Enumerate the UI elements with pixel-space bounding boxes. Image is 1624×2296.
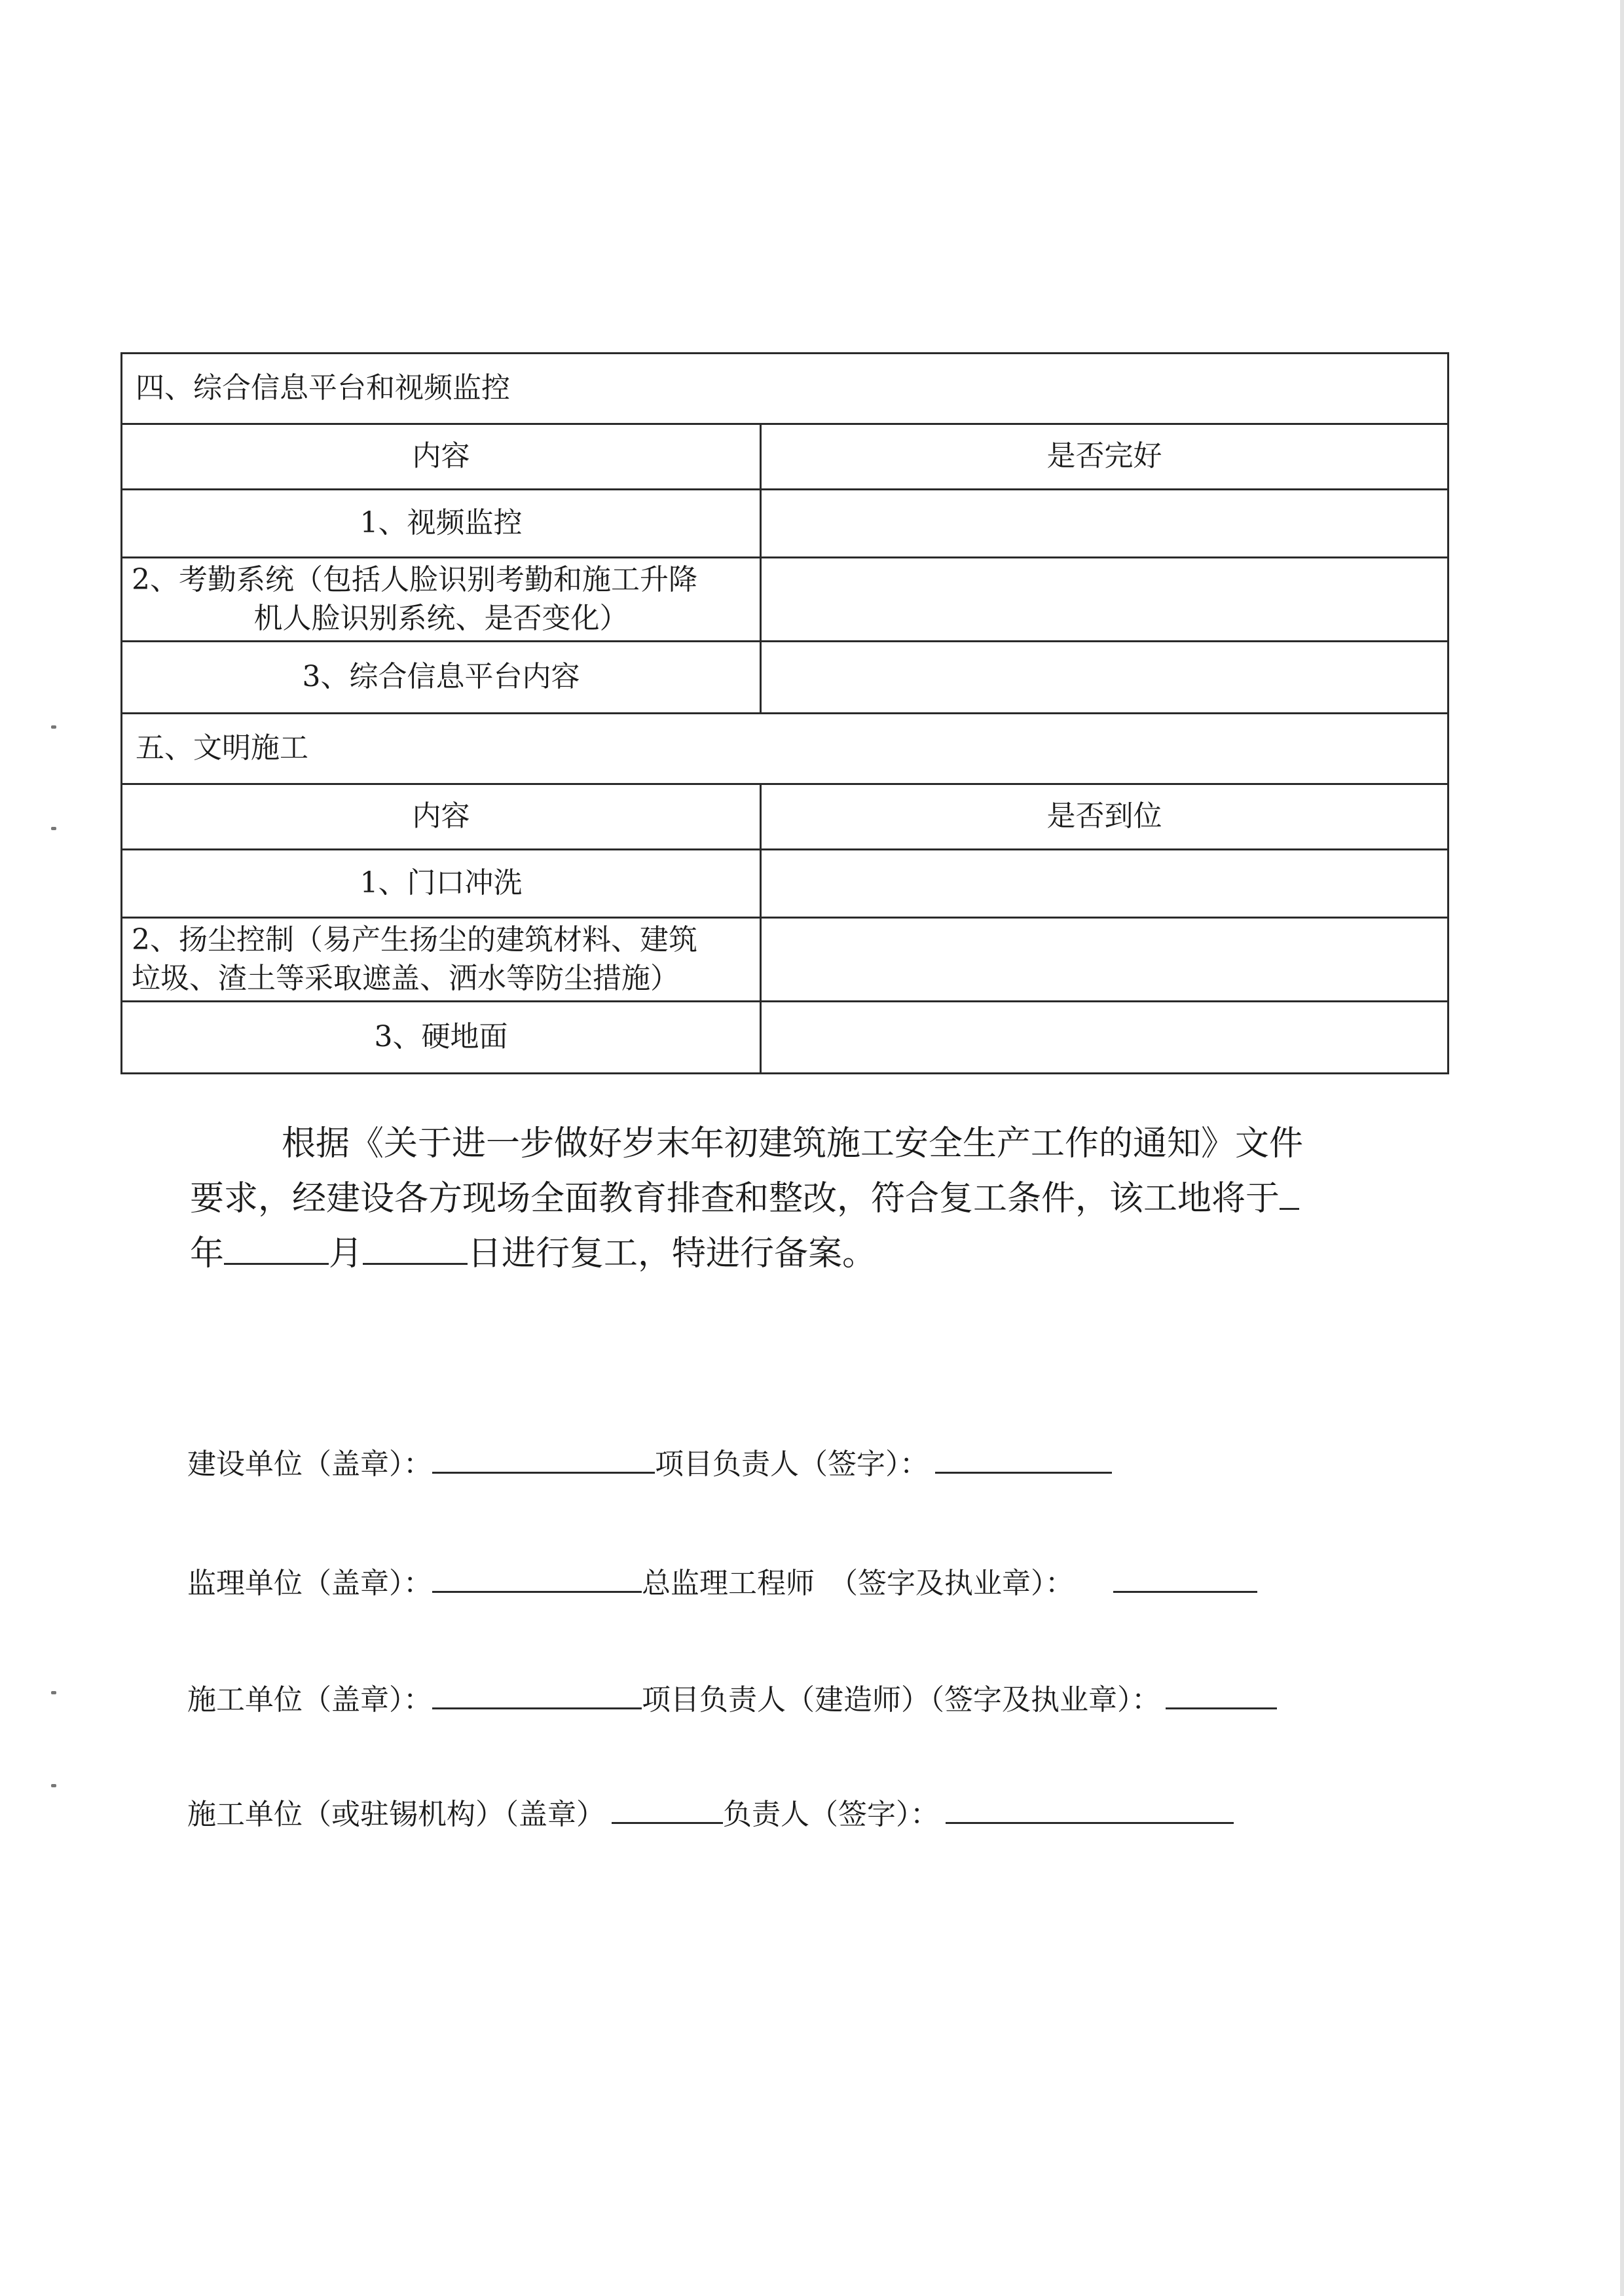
chief-engineer-label: 总监理工程师 （签字及执业章）：	[642, 1567, 1074, 1600]
signature-line-construction	[187, 1440, 1445, 1482]
section4-title-row	[122, 354, 1449, 424]
builder-agency-label: 施工单位（或驻锡机构）（盖章）	[187, 1798, 605, 1831]
filing-paragraph	[190, 1116, 1434, 1281]
table-row	[122, 918, 1449, 1002]
agency-lead-sign-field[interactable]	[946, 1793, 1234, 1824]
row-text: 3、硬地面	[374, 1020, 508, 1054]
row-text-line2: 垃圾、渣土等采取遮盖、洒水等防尘措施）	[132, 961, 679, 995]
construction-lead-label: 项目负责人（签字）：	[655, 1448, 929, 1481]
builder-unit-seal-field[interactable]	[432, 1679, 642, 1709]
section4-col-status: 是否完好	[761, 424, 1449, 490]
month-label: 月	[329, 1234, 363, 1273]
day-text: 日进行复工，特进行备案。	[468, 1234, 877, 1273]
table-row	[122, 558, 1449, 642]
section4-row1-status-cell[interactable]	[761, 490, 1449, 558]
section4-col-content: 内容	[122, 424, 761, 490]
inspection-table	[120, 352, 1449, 1074]
scan-speck	[51, 827, 56, 830]
section5-row3-content	[122, 1002, 761, 1074]
table-row	[122, 1002, 1449, 1074]
month-blank[interactable]	[224, 1229, 329, 1265]
builder-unit-label: 施工单位（盖章）：	[187, 1683, 432, 1717]
agency-lead-label: 负责人（签字）：	[723, 1798, 939, 1831]
section5-title: 五、文明施工	[122, 714, 1449, 784]
section4-header-row	[122, 424, 1449, 490]
chief-engineer-sign-field[interactable]	[1113, 1562, 1257, 1593]
year-label: 年	[190, 1234, 225, 1273]
paragraph-line3	[190, 1226, 1434, 1281]
section4-row3-content	[122, 642, 761, 714]
table-row	[122, 490, 1449, 558]
section4-row2-status-cell[interactable]	[761, 558, 1449, 642]
section4-row2-content	[122, 558, 761, 642]
construction-lead-sign-field[interactable]	[935, 1443, 1112, 1474]
paragraph-line1: 根据《关于进一步做好岁末年初建筑施工安全生产工作的通知》文件	[282, 1124, 1304, 1163]
section5-header-row	[122, 784, 1449, 850]
table-row	[122, 642, 1449, 714]
signature-line-builder	[187, 1676, 1445, 1718]
scan-speck	[51, 1691, 56, 1694]
section5-row1-status-cell[interactable]	[761, 850, 1449, 918]
section5-col-content: 内容	[122, 784, 761, 850]
section5-row3-status-cell[interactable]	[761, 1002, 1449, 1074]
construction-unit-seal-field[interactable]	[432, 1443, 655, 1474]
row-text: 3、综合信息平台内容	[302, 660, 580, 694]
section4-row3-status-cell[interactable]	[761, 642, 1449, 714]
signature-line-supervision	[187, 1559, 1445, 1601]
day-blank[interactable]	[363, 1229, 468, 1265]
signature-line-agency	[187, 1791, 1445, 1832]
builder-lead-sign-field[interactable]	[1166, 1679, 1277, 1709]
builder-agency-seal-field[interactable]	[612, 1793, 723, 1824]
construction-unit-label: 建设单位（盖章）：	[187, 1448, 432, 1481]
scan-speck	[51, 725, 56, 729]
section5-col-status: 是否到位	[761, 784, 1449, 850]
section4-row1-content	[122, 490, 761, 558]
section5-title-row	[122, 714, 1449, 784]
row-text: 1、门口冲洗	[360, 866, 523, 900]
builder-lead-label: 项目负责人（建造师）（签字及执业章）：	[642, 1683, 1160, 1717]
section5-row2-status-cell[interactable]	[761, 918, 1449, 1002]
scan-speck	[51, 1784, 56, 1787]
scan-edge	[1620, 0, 1624, 2296]
table-row	[122, 850, 1449, 918]
section5-row1-content	[122, 850, 761, 918]
row-text: 1、视频监控	[360, 506, 523, 540]
year-blank[interactable]	[1280, 1174, 1299, 1210]
row-text-line1: 2、扬尘控制（易产生扬尘的建筑材料、建筑	[132, 923, 697, 957]
supervision-unit-label: 监理单位（盖章）：	[187, 1567, 432, 1600]
paragraph-line2	[190, 1171, 1434, 1226]
section4-title: 四、综合信息平台和视频监控	[122, 354, 1449, 424]
supervision-unit-seal-field[interactable]	[432, 1562, 642, 1593]
row-text-line1: 2、考勤系统（包括人脸识别考勤和施工升降	[132, 563, 697, 597]
row-text-line2: 机人脸识别系统、是否变化）	[253, 601, 629, 635]
section5-row2-content	[122, 918, 761, 1002]
paragraph-line2-text: 要求，经建设各方现场全面教育排查和整改，符合复工条件，该工地将于	[190, 1179, 1280, 1218]
